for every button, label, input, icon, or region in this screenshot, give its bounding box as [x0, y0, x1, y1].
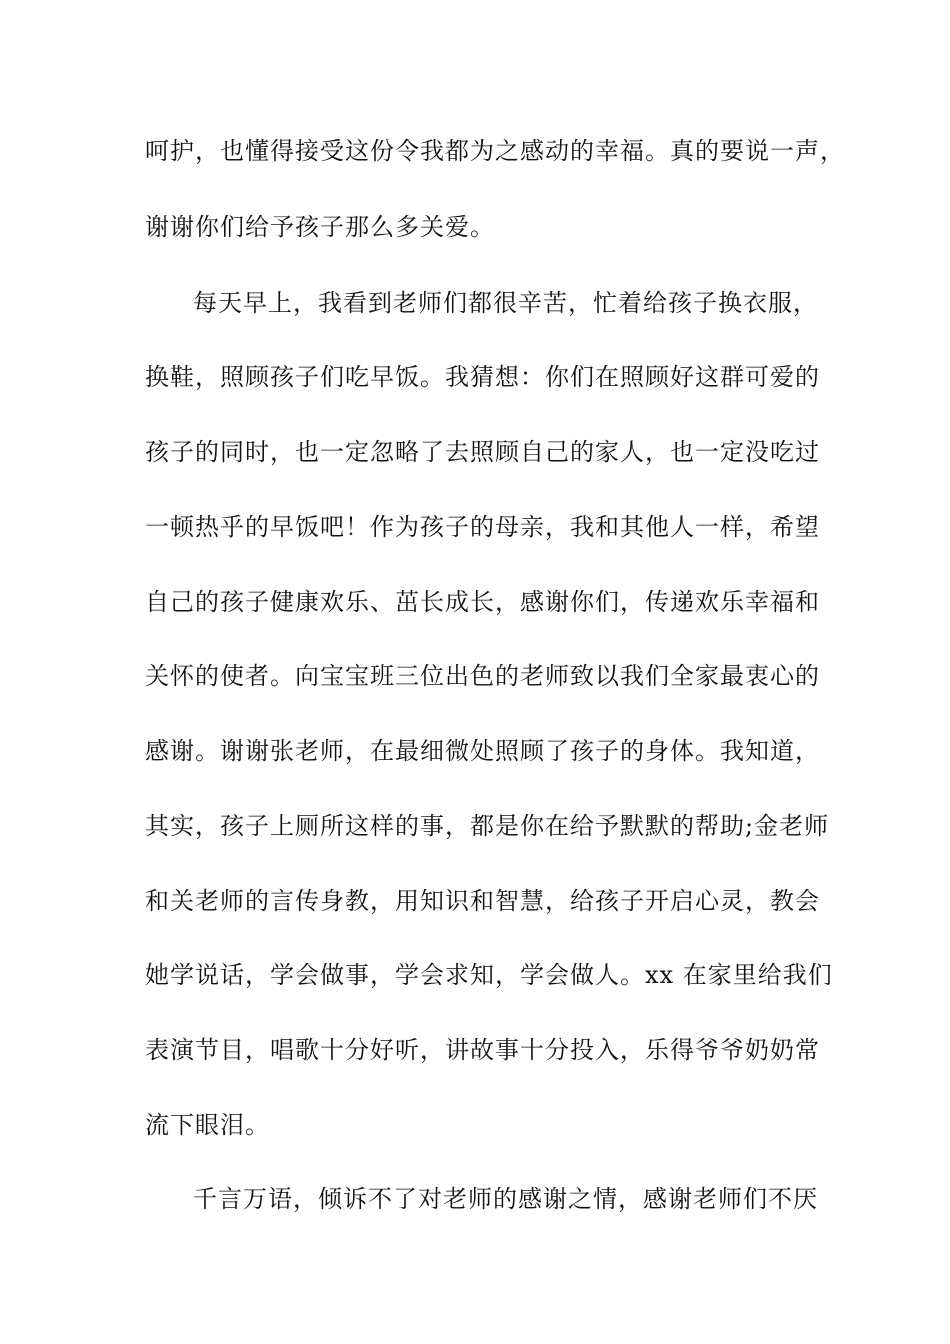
paragraph-first-line: 每天早上，我看到老师们都很辛苦，忙着给孩子换衣服， — [193, 289, 818, 317]
paragraph-line: 呵护，也懂得接受这份令我都为之感动的幸福。真的要说一声， — [145, 137, 845, 165]
paragraph-line: 表演节目，唱歌十分好听，讲故事十分投入，乐得爷爷奶奶常 — [145, 1036, 820, 1064]
paragraph-line: 其实，孩子上厕所这样的事，都是你在给予默默的帮助;金老师 — [145, 812, 830, 840]
paragraph-first-line: 千言万语，倾诉不了对老师的感谢之情，感谢老师们不厌 — [193, 1185, 818, 1213]
paragraph-line: 谢谢你们给予孩子那么多关爱。 — [145, 213, 495, 241]
paragraph-line: 流下眼泪。 — [145, 1111, 270, 1139]
paragraph-line: 和关老师的言传身教，用知识和智慧，给孩子开启心灵，教会 — [145, 887, 820, 915]
paragraph-line: 她学说话，学会做事，学会求知，学会做人。xx 在家里给我们 — [145, 961, 833, 989]
paragraph-line: 一顿热乎的早饭吧！作为孩子的母亲，我和其他人一样，希望 — [145, 513, 820, 541]
paragraph-line: 换鞋，照顾孩子们吃早饭。我猜想：你们在照顾好这群可爱的 — [145, 363, 820, 391]
paragraph-line: 关怀的使者。向宝宝班三位出色的老师致以我们全家最衷心的 — [145, 662, 820, 690]
paragraph-line: 孩子的同时，也一定忽略了去照顾自己的家人，也一定没吃过 — [145, 438, 820, 466]
paragraph-line: 自己的孩子健康欢乐、茁长成长，感谢你们，传递欢乐幸福和 — [145, 588, 820, 616]
paragraph-line: 感谢。谢谢张老师，在最细微处照顾了孩子的身体。我知道， — [145, 737, 820, 765]
